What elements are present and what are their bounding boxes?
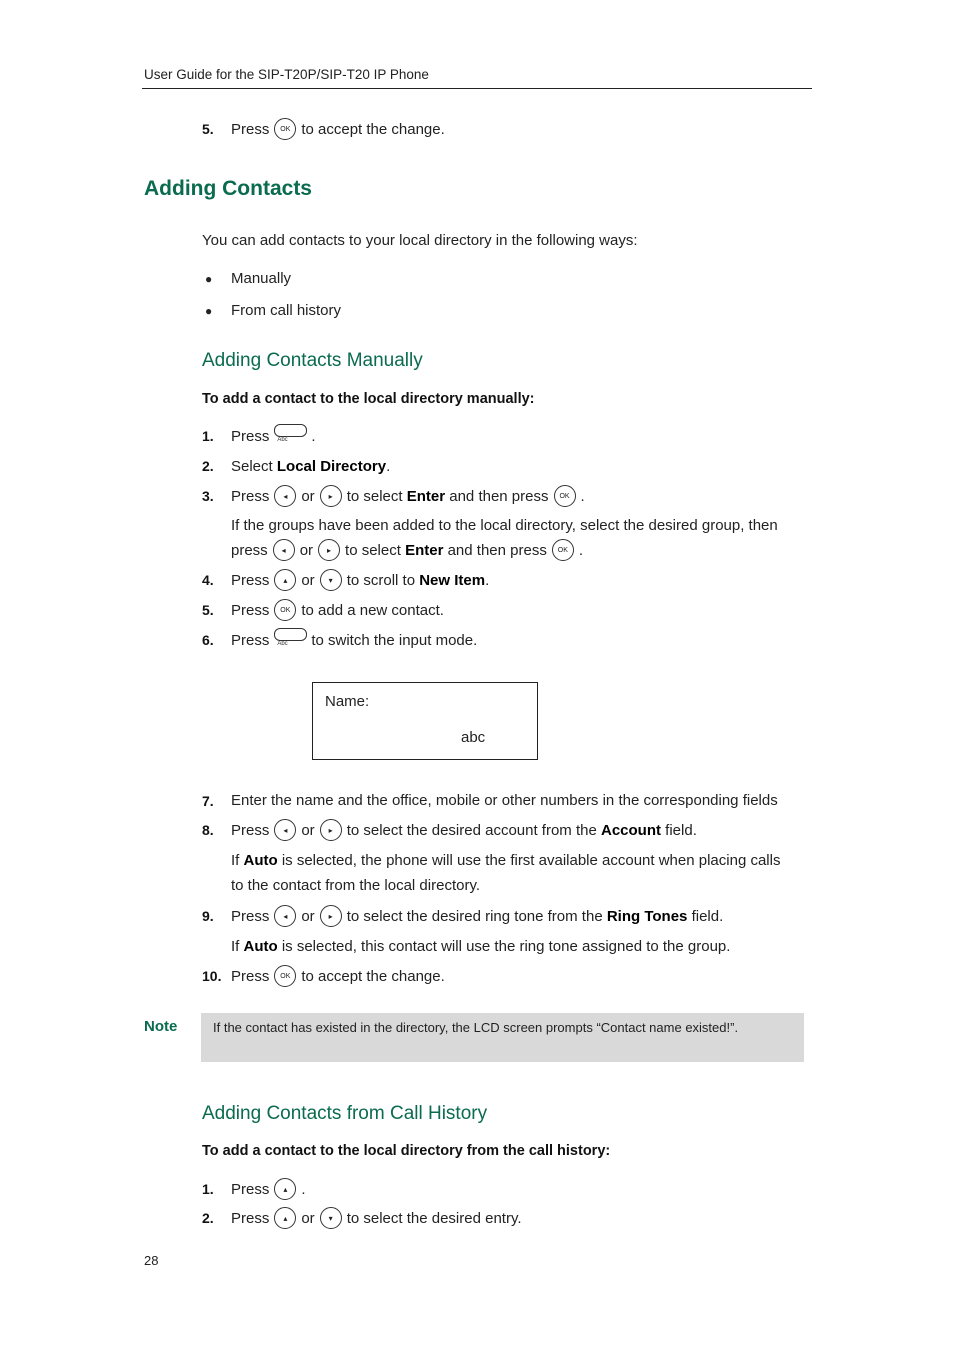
step-text: to accept the change. bbox=[301, 967, 445, 985]
procedure-intro: To add a contact to the local directory manually: bbox=[202, 391, 535, 407]
step-number: 5. bbox=[202, 121, 214, 137]
left-arrow-key-icon: ◂ bbox=[273, 539, 295, 561]
step-line bbox=[231, 1206, 522, 1230]
step-number: 6. bbox=[202, 632, 214, 648]
step-line bbox=[231, 848, 780, 872]
step-line bbox=[231, 117, 445, 141]
up-arrow-key-icon: ▴ bbox=[274, 1178, 296, 1200]
bullet-item: From call history bbox=[231, 302, 342, 319]
up-arrow-key-icon: ▴ bbox=[274, 569, 296, 591]
field-name: Ring Tones bbox=[606, 907, 688, 925]
right-arrow-key-icon: ▸ bbox=[320, 905, 342, 927]
step-text: Press bbox=[231, 821, 270, 839]
right-arrow-key-icon: ▸ bbox=[318, 539, 340, 561]
step-line bbox=[231, 598, 444, 622]
ok-key-icon: OK bbox=[554, 485, 576, 507]
step-text: If bbox=[231, 851, 240, 869]
step-text: Press bbox=[231, 601, 270, 619]
note-box bbox=[201, 1013, 804, 1062]
menu-name: Enter bbox=[405, 541, 444, 559]
step-number: 2. bbox=[202, 458, 214, 474]
ok-key-icon: OK bbox=[274, 965, 296, 987]
step-text: If bbox=[231, 937, 240, 955]
step-text: . bbox=[578, 541, 584, 559]
step-text: or bbox=[301, 571, 315, 589]
softkey-icon bbox=[273, 628, 307, 652]
option-name: Auto bbox=[243, 851, 278, 869]
step-number: 2. bbox=[202, 1210, 214, 1226]
step-text: . bbox=[301, 1180, 306, 1198]
step-text: to accept the change. bbox=[301, 120, 445, 138]
step-number: 4. bbox=[202, 572, 214, 588]
step-text: . bbox=[311, 427, 316, 445]
step-text: Enter the name and the office, mobile or other numbers in the corresponding fields bbox=[231, 792, 778, 809]
subsection-title: Adding Contacts from Call History bbox=[202, 1103, 488, 1124]
step-number: 9. bbox=[202, 908, 214, 924]
bullet-icon: ● bbox=[205, 304, 213, 318]
step-text: Press bbox=[231, 571, 270, 589]
step-text: or bbox=[301, 821, 315, 839]
ok-key-icon: OK bbox=[552, 539, 574, 561]
step-text: Press bbox=[231, 631, 270, 649]
step-number: 5. bbox=[202, 602, 214, 618]
lcd-name-label: Name: bbox=[325, 693, 370, 710]
step-number: 3. bbox=[202, 488, 214, 504]
bullet-icon: ● bbox=[205, 272, 213, 286]
page-number: 28 bbox=[144, 1253, 159, 1268]
up-arrow-key-icon: ▴ bbox=[274, 1207, 296, 1229]
step-line bbox=[231, 538, 583, 562]
menu-name: Enter bbox=[406, 487, 446, 505]
step-text: Press bbox=[231, 1180, 270, 1198]
step-line bbox=[231, 424, 316, 448]
procedure-intro: To add a contact to the local directory from the call history: bbox=[202, 1143, 611, 1159]
ok-key-icon: OK bbox=[274, 599, 296, 621]
step-text: to select the desired entry. bbox=[346, 1209, 522, 1227]
step-text: . bbox=[386, 457, 391, 475]
step-text: to add a new contact. bbox=[301, 601, 444, 619]
step-number: 8. bbox=[202, 822, 214, 838]
step-text: or bbox=[301, 907, 315, 925]
subsection-title: Adding Contacts Manually bbox=[202, 350, 423, 371]
step-text: to select the desired ring tone from the bbox=[346, 907, 603, 925]
step-text: Select bbox=[231, 457, 273, 475]
section-title: Adding Contacts bbox=[144, 177, 312, 200]
step-text: press bbox=[231, 541, 268, 559]
note-text: If the contact has existed in the directory, the LCD screen prompts “Contact name existed!”. bbox=[213, 1020, 739, 1035]
left-arrow-key-icon: ◂ bbox=[274, 819, 296, 841]
step-text: Press bbox=[231, 427, 270, 445]
step-text: or bbox=[299, 541, 314, 559]
left-arrow-key-icon: ◂ bbox=[274, 485, 296, 507]
step-text: Press bbox=[231, 1209, 270, 1227]
step-text: to scroll to bbox=[346, 571, 416, 589]
ok-key-icon: OK bbox=[274, 118, 296, 140]
option-name: Auto bbox=[243, 937, 278, 955]
menu-name: New Item bbox=[419, 571, 486, 589]
right-arrow-key-icon: ▸ bbox=[320, 819, 342, 841]
step-line bbox=[231, 484, 585, 508]
step-line bbox=[231, 904, 723, 928]
step-text: or bbox=[301, 1209, 315, 1227]
softkey-label: Abc bbox=[277, 641, 288, 647]
step-line bbox=[231, 964, 445, 988]
step-continuation: If the groups have been added to the local directory, select the desired group, then bbox=[231, 517, 778, 534]
step-number: 10. bbox=[202, 968, 222, 984]
step-line bbox=[231, 818, 697, 842]
step-text: is selected, this contact will use the ring tone assigned to the group. bbox=[281, 937, 731, 955]
step-text: or bbox=[301, 487, 315, 505]
step-text: field. bbox=[691, 907, 724, 925]
down-arrow-key-icon: ▾ bbox=[320, 1207, 342, 1229]
step-number: 7. bbox=[202, 793, 214, 809]
step-line bbox=[231, 568, 489, 592]
right-arrow-key-icon: ▸ bbox=[320, 485, 342, 507]
step-text: . bbox=[485, 571, 490, 589]
step-text: is selected, the phone will use the first available account when placing calls bbox=[281, 851, 781, 869]
step-continuation: to the contact from the local directory. bbox=[231, 877, 481, 894]
menu-name: Local Directory bbox=[276, 457, 387, 475]
step-text: to switch the input mode. bbox=[311, 631, 478, 649]
step-text: Press bbox=[231, 487, 270, 505]
step-text: . bbox=[580, 487, 585, 505]
down-arrow-key-icon: ▾ bbox=[320, 569, 342, 591]
lcd-screen bbox=[312, 682, 538, 760]
step-number: 1. bbox=[202, 428, 214, 444]
note-label: Note bbox=[144, 1018, 178, 1035]
step-text: Press bbox=[231, 120, 270, 138]
softkey-label: Abc bbox=[277, 437, 288, 443]
softkey-icon bbox=[273, 424, 307, 448]
left-arrow-key-icon: ◂ bbox=[274, 905, 296, 927]
intro-text: You can add contacts to your local directory in the following ways: bbox=[202, 232, 638, 249]
bullet-item: Manually bbox=[231, 270, 292, 287]
step-text: and then press bbox=[449, 487, 549, 505]
step-line bbox=[231, 628, 477, 652]
lcd-input-mode: abc bbox=[461, 729, 486, 746]
step-text: and then press bbox=[447, 541, 547, 559]
step-line bbox=[231, 934, 730, 958]
header-rule bbox=[142, 88, 812, 89]
step-text: to select bbox=[345, 541, 401, 559]
step-text: to select bbox=[346, 487, 403, 505]
step-text: to select the desired account from the bbox=[346, 821, 597, 839]
step-text: field. bbox=[665, 821, 697, 839]
step-text: Press bbox=[231, 907, 270, 925]
step-line bbox=[231, 454, 390, 478]
step-line bbox=[231, 1177, 306, 1201]
running-header: User Guide for the SIP-T20P/SIP-T20 IP Phone bbox=[144, 67, 429, 82]
field-name: Account bbox=[601, 821, 661, 839]
step-number: 1. bbox=[202, 1181, 214, 1197]
step-text: Press bbox=[231, 967, 270, 985]
